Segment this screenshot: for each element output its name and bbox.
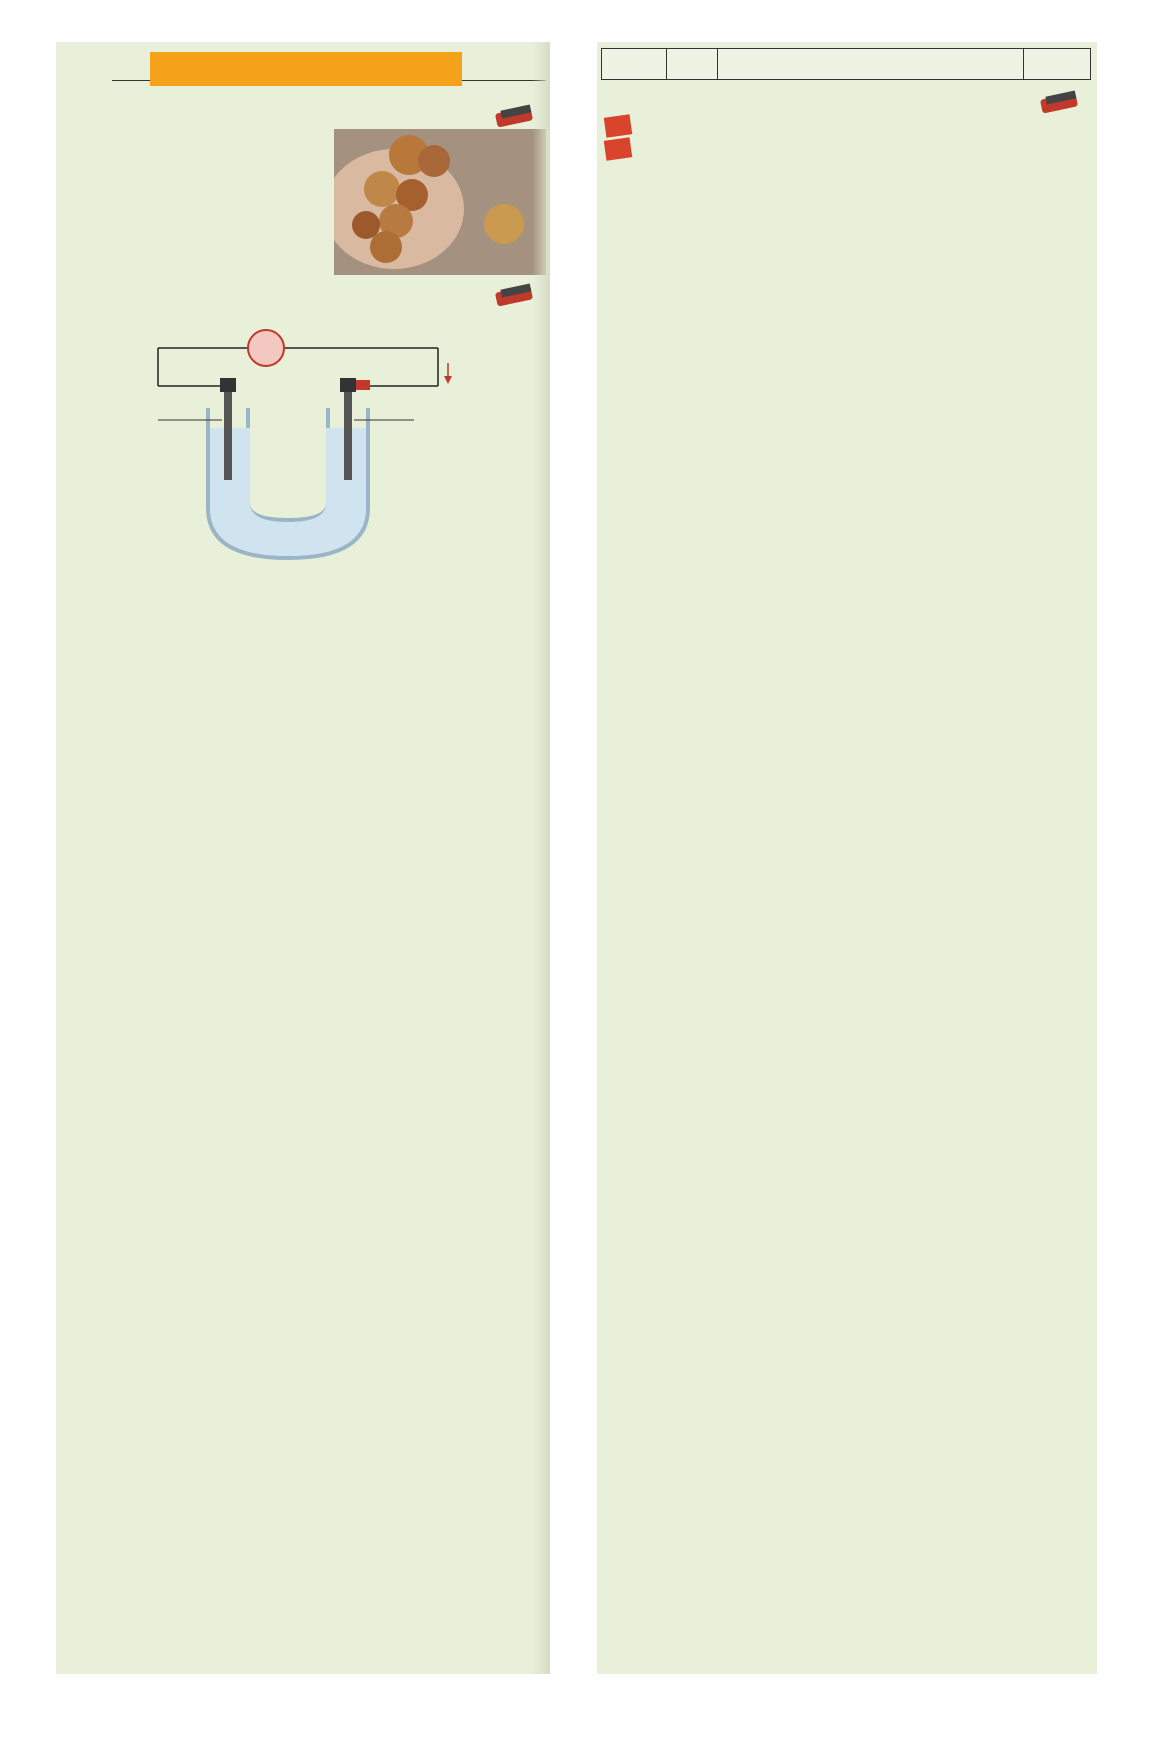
sos-icon[interactable] [604, 114, 633, 137]
exercise-12-title [58, 281, 546, 305]
header-equation [718, 49, 1024, 80]
electrolysis-figure [58, 308, 546, 568]
section-banner [58, 50, 546, 96]
banner-background [150, 52, 462, 86]
calculator-icon [1039, 90, 1085, 114]
table-header-row [602, 49, 1091, 80]
sos-icon[interactable] [604, 137, 633, 160]
coins-photo [334, 129, 546, 275]
header-avancement [667, 49, 718, 80]
exercise-10-title [58, 102, 546, 126]
header-electrons [1024, 49, 1091, 80]
electrode-b-rod [344, 384, 352, 480]
page-gutter-shadow [532, 42, 550, 1674]
right-column [597, 42, 1097, 1674]
generator-symbol [248, 330, 284, 366]
left-column [56, 42, 550, 1674]
electrode-a-rod [224, 384, 232, 480]
exercise-13-title [601, 88, 1091, 112]
header-etat [602, 49, 667, 80]
progress-table [601, 48, 1091, 80]
